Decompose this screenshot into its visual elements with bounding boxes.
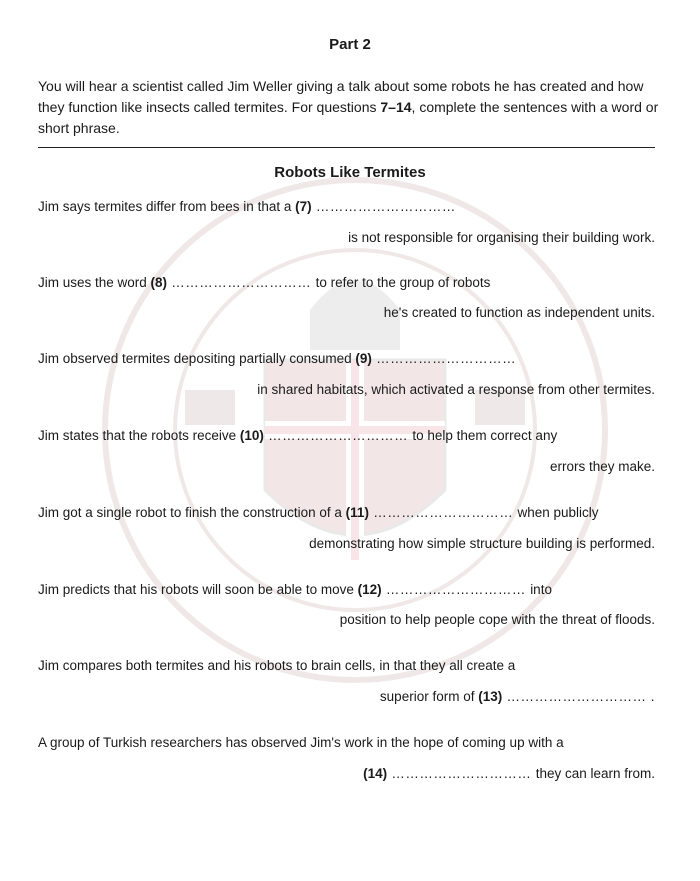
question-14-line-2: (14) ………………………… they can learn from. [363, 766, 655, 781]
question-11-line-1: Jim got a single robot to finish the construction of a (11) ………………………… when publicly [38, 505, 599, 520]
question-number: (11) [345, 505, 369, 520]
section-title: Robots Like Termites [274, 164, 426, 181]
answer-blank: ………………………… [263, 428, 413, 443]
question-9-line-1: Jim observed termites depositing partially consumed (9) ………………………… [38, 351, 517, 366]
question-number: (13) [478, 689, 503, 704]
part-title: Part 2 [329, 36, 371, 53]
question-range: 7–14 [380, 99, 412, 115]
question-12-line-1: Jim predicts that his robots will soon be able to move (12) ………………………… into [38, 582, 552, 597]
answer-blank: ………………………… [167, 275, 316, 290]
question-13-line-1: Jim compares both termites and his robots to brain cells, in that they all create a [38, 658, 516, 673]
question-14-line-1: A group of Turkish researchers has observed Jim's work in the hope of coming up with a [38, 735, 564, 750]
question-7-line-1: Jim says termites differ from bees in that a (7) ………………………… [38, 199, 456, 214]
question-9-line-2: in shared habitats, which activated a response from other termites. [257, 382, 655, 397]
answer-blank: ………………………… [368, 505, 518, 520]
answer-blank: ………………………… . [502, 689, 655, 704]
question-number: (9) [355, 351, 372, 366]
question-8-line-2: he's created to function as independent units. [383, 305, 655, 320]
question-13-line-2: superior form of (13) ………………………… . [379, 689, 655, 704]
answer-blank: ………………………… [387, 766, 536, 781]
question-7-line-2: is not responsible for organising their building work. [348, 230, 655, 245]
answer-blank: ………………………… [381, 582, 531, 597]
question-number: (14) [363, 766, 388, 781]
question-10-line-2: errors they make. [549, 459, 655, 474]
question-number: (8) [150, 275, 168, 290]
instructions-text-1: You will hear a scientist called Jim Weller giving a talk about some robots he has created and how they function like insects called termites. For questions [38, 78, 644, 115]
answer-blank: ………………………… [311, 199, 456, 214]
question-10-line-1: Jim states that the robots receive (10) ………………………… to help them correct any [38, 428, 558, 443]
question-number: (7) [295, 199, 312, 214]
question-12-line-2: position to help people cope with the threat of floods. [339, 612, 655, 627]
instructions-text-2: , complete the sentences with a word or short phrase. [38, 99, 659, 136]
question-11-line-2: demonstrating how simple structure building is performed. [309, 536, 655, 551]
question-number: (10) [239, 428, 264, 443]
question-8-line-1: Jim uses the word (8) ………………………… to refer to the group of robots [38, 275, 491, 290]
answer-blank: ………………………… [371, 351, 517, 366]
question-number: (12) [357, 582, 382, 597]
divider [38, 147, 655, 148]
instructions [38, 76, 660, 139]
